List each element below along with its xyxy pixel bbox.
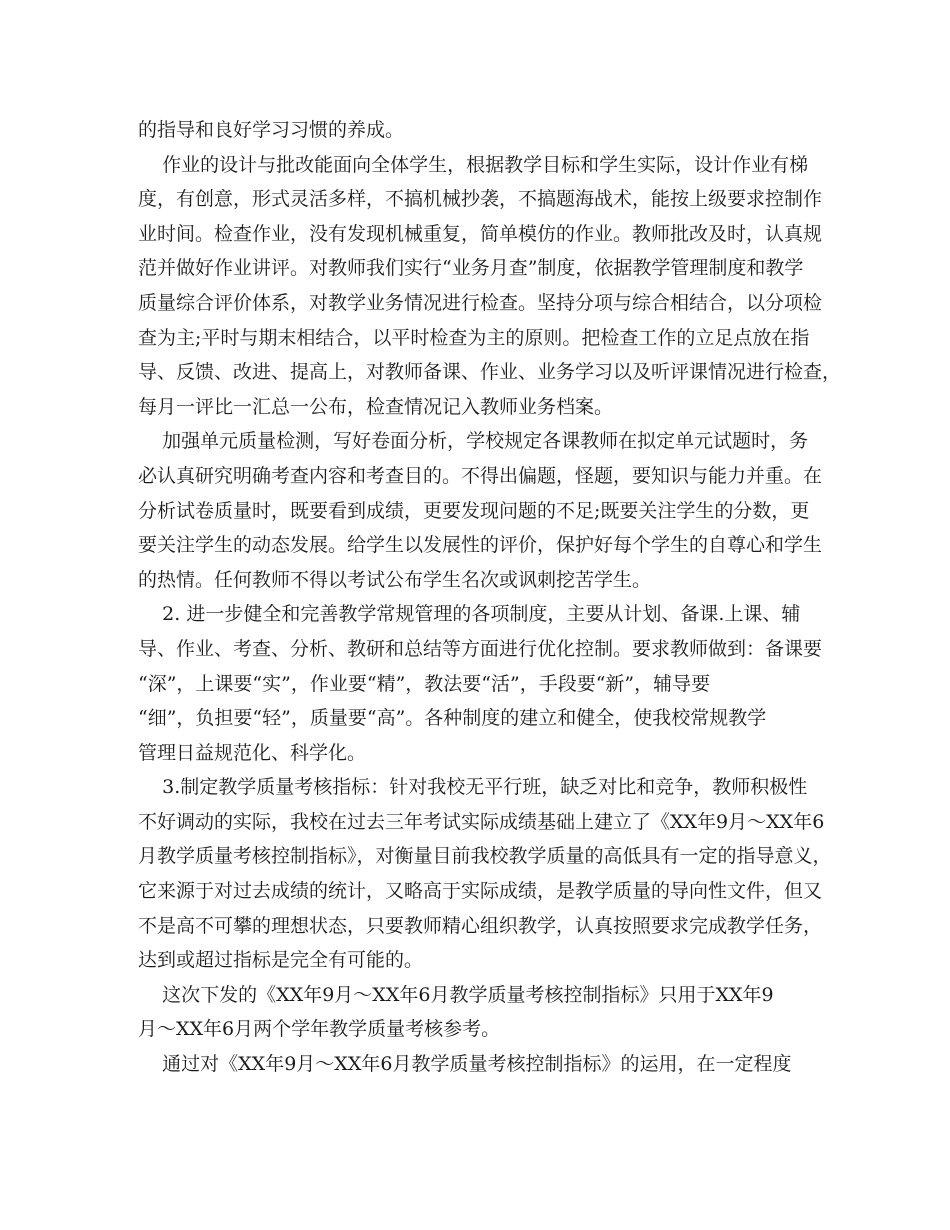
text-line: “细”，负担要“轻”，质量要“高”。各种制度的建立和健全，使我校常规教学 <box>138 707 767 730</box>
document-body <box>138 113 842 1082</box>
text-line: 作业的设计与批改能面向全体学生，根据教学目标和学生实际，设计作业有梯 <box>138 153 809 176</box>
text-line: 不是高不可攀的理想状态，只要教师精心组织教学，认真按照要求完成教学任务， <box>138 914 823 937</box>
text-line: 3.制定教学质量考核指标：针对我校无平行班，缺乏对比和竞争，教师积极性 <box>138 776 808 799</box>
text-line: 业时间。检查作业，没有发现机械重复，简单模仿的作业。教师批改及时，认真规 <box>138 222 823 245</box>
text-line: 分析试卷质量时，既要看到成绩，更要发现问题的不足;既要关注学生的分数，更 <box>138 499 810 522</box>
text-line: 的指导和良好学习习惯的养成。 <box>138 119 405 141</box>
text-line: “深”，上课要“实”，作业要“精”，教法要“活”，手段要“新”，辅导要 <box>138 672 711 695</box>
text-line: 它来源于对过去成绩的统计，又略高于实际成绩，是教学质量的导向性文件，但又 <box>138 880 823 903</box>
text-line: 达到或超过指标是完全有可能的。 <box>138 949 424 972</box>
text-line: 查为主;平时与期末相结合，以平时检查为主的原则。把检查工作的立足点放在指 <box>138 326 810 349</box>
text-line: 这次下发的《XX年9月～XX年6月教学质量考核控制指标》只用于XX年9 <box>138 983 774 1006</box>
text-line: 要关注学生的动态发展。给学生以发展性的评价，保护好每个学生的自尊心和学生 <box>138 534 823 557</box>
text-line: 月教学质量考核控制指标》，对衡量目前我校教学质量的高低具有一定的指导意义， <box>138 845 832 868</box>
text-line: 管理日益规范化、科学化。 <box>138 741 367 764</box>
text-line: 2. 进一步健全和完善教学常规管理的各项制度，主要从计划、备课.上课、辅 <box>138 603 801 626</box>
text-line: 月～XX年6月两个学年教学质量考核参考。 <box>138 1018 501 1041</box>
text-line: 加强单元质量检测，写好卷面分析，学校规定各课教师在拟定单元试题时，务 <box>138 430 809 453</box>
text-line: 不好调动的实际，我校在过去三年考试实际成绩基础上建立了《XX年9月～XX年6 <box>138 810 825 833</box>
text-line: 导、反馈、改进、提高上，对教师备课、作业、业务学习以及听评课情况进行检查， <box>138 361 842 384</box>
text-line: 每月一评比一汇总一公布，检查情况记入教师业务档案。 <box>138 395 614 418</box>
text-line: 的热情。任何教师不得以考试公布学生名次或讽刺挖苦学生。 <box>138 568 652 591</box>
text-line: 范并做好作业讲评。对教师我们实行“业务月查”制度，依据教学管理制度和教学 <box>138 257 804 280</box>
text-line: 度，有创意，形式灵活多样，不搞机械抄袭，不搞题海战术，能按上级要求控制作 <box>138 188 823 211</box>
text-line: 导、作业、考查、分析、教研和总结等方面进行优化控制。要求教师做到：备课要 <box>138 637 823 660</box>
text-line: 质量综合评价体系，对教学业务情况进行检查。坚持分项与综合相结合，以分项检 <box>138 291 823 314</box>
text-line: 通过对《XX年9月～XX年6月教学质量考核控制指标》的运用，在一定程度 <box>138 1053 792 1076</box>
text-line: 必认真研究明确考查内容和考查目的。不得出偏题，怪题，要知识与能力并重。在 <box>138 464 823 487</box>
